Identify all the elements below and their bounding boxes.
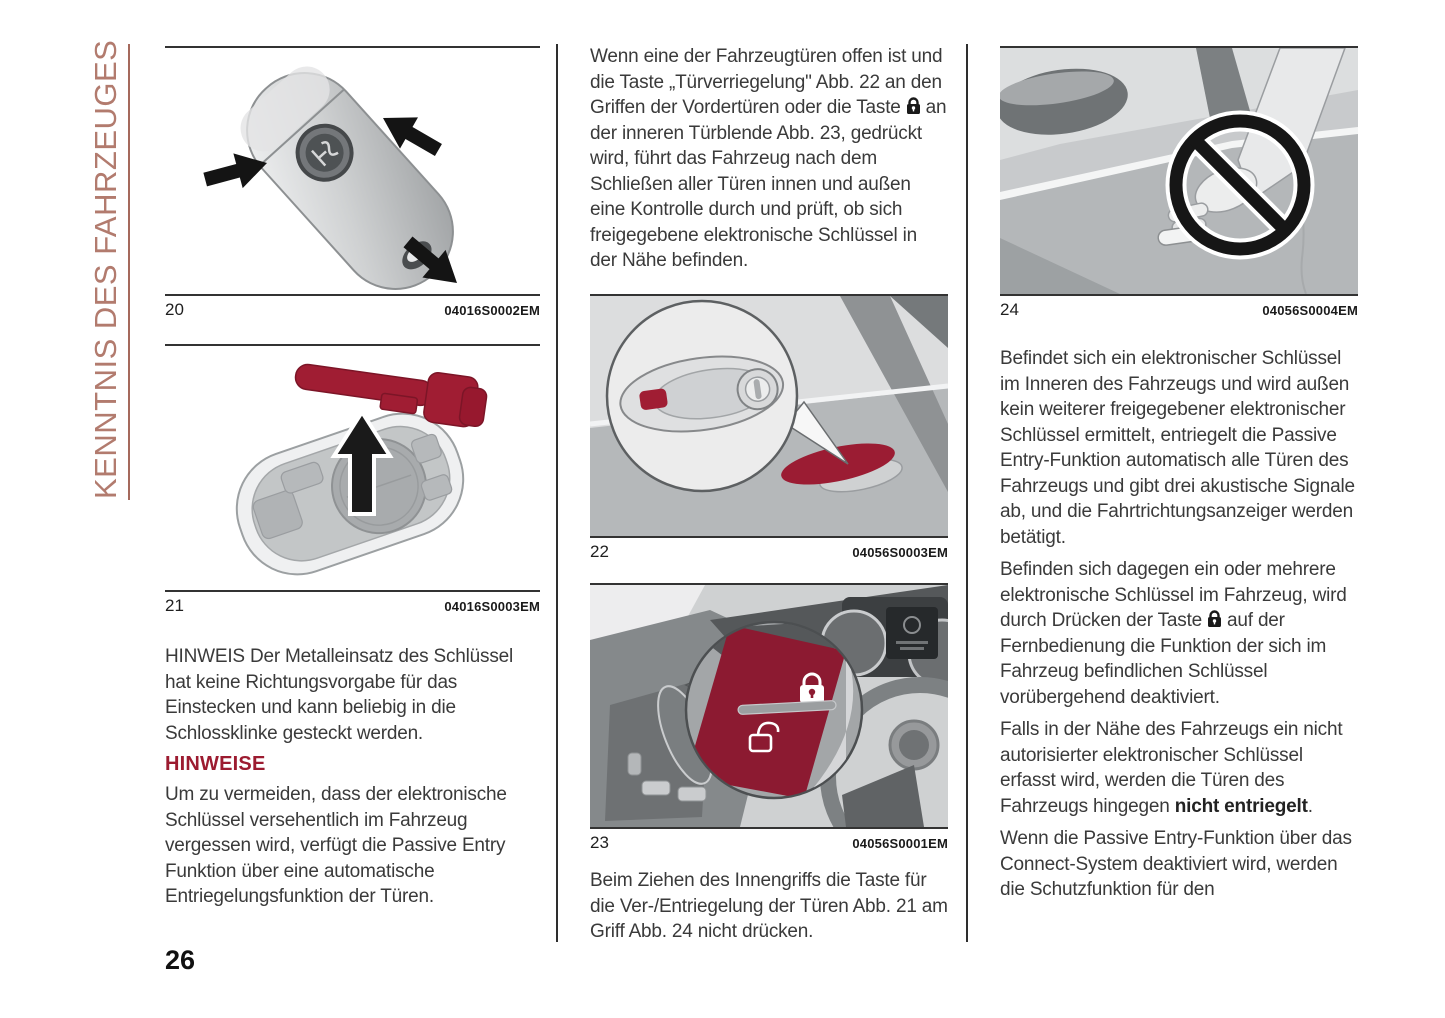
figure-21-caption bbox=[165, 592, 540, 616]
figure-number: 20 bbox=[165, 300, 184, 319]
column-2-outro bbox=[590, 868, 948, 952]
figure-code: 04056S0003EM bbox=[852, 545, 948, 560]
figure-code: 04056S0001EM bbox=[852, 836, 948, 851]
interior-lock-buttons-illustration bbox=[590, 585, 948, 827]
figure-number: 23 bbox=[590, 833, 609, 852]
column-2-intro bbox=[590, 44, 948, 281]
figure-20 bbox=[165, 46, 540, 320]
handle-lock-button bbox=[639, 388, 668, 411]
figure-21-frame bbox=[165, 344, 540, 592]
figure-24 bbox=[1000, 46, 1358, 320]
figure-22 bbox=[590, 294, 948, 562]
figure-22-frame bbox=[590, 294, 948, 538]
chapter-title-vertical: KENNTNIS DES FAHRZEUGES bbox=[88, 39, 123, 499]
figure-20-caption bbox=[165, 296, 540, 320]
paragraph-text: Befinden sich dagegen ein oder mehrere elektronische Schlüssel im Fahrzeug, wird durch Drücken der Taste bbox=[1000, 559, 1347, 631]
figure-number: 24 bbox=[1000, 300, 1019, 319]
paragraph-text: Um zu vermeiden, dass der elektronische Schlüssel versehentlich im Fahrzeug vergessen wird, verfügt die Passive Entry Funktion über eine automatische Entriegelungsfunktion der Türen. bbox=[165, 784, 507, 907]
window-switch bbox=[642, 781, 670, 795]
figure-code: 04016S0002EM bbox=[444, 303, 540, 318]
figure-24-frame bbox=[1000, 46, 1358, 296]
lock-icon bbox=[906, 97, 921, 115]
paragraph-text: Befindet sich ein elektronischer Schlüssel im Inneren des Fahrzeugs und wird außen kein weiterer freigegebener elektronischer Schlüssel ermittelt, entriegelt die Passive Entry-Funktion automatisch alle Türen des Fahrzeugs und gibt drei akustische Signale ab, und die Fahrtrichtungsanzeiger werden betätigt. bbox=[1000, 348, 1355, 548]
paragraph bbox=[1000, 557, 1358, 710]
column-3 bbox=[1000, 0, 1358, 1018]
paragraph bbox=[1000, 717, 1358, 819]
column-1-text bbox=[165, 644, 540, 917]
note-text: HINWEIS Der Metalleinsatz des Schlüssel hat keine Richtungsvorgabe für das Einstecken und kann beliebig in die Schlossklinke gesteckt werden. bbox=[165, 646, 514, 744]
lock-icon bbox=[1207, 610, 1222, 628]
column-divider bbox=[966, 44, 968, 942]
column-divider bbox=[556, 44, 558, 942]
no-touch-handle-illustration bbox=[1000, 48, 1358, 294]
figure-21 bbox=[165, 344, 540, 616]
emphasis-text: nicht entriegelt bbox=[1174, 795, 1308, 817]
figure-22-caption bbox=[590, 538, 948, 562]
figure-20-frame bbox=[165, 46, 540, 296]
paragraph-text: Wenn eine der Fahrzeugtüren offen ist und die Taste „Türverriegelung" Abb. 22 an den Griffen der Vordertüren oder die Taste bbox=[590, 46, 943, 118]
window-switch bbox=[678, 787, 706, 801]
paragraph-text: Falls in der Nähe des Fahrzeugs ein nicht autorisierter elektronischer Schlüssel erfasst wird, werden die Türen des Fahrzeugs hingegen bbox=[1000, 719, 1343, 817]
key-fob-body bbox=[224, 50, 476, 294]
figure-24-caption bbox=[1000, 296, 1358, 320]
figure-number: 21 bbox=[165, 596, 184, 615]
mirror-knob bbox=[628, 753, 641, 775]
paragraph-text: Beim Ziehen des Innengriffs die Taste für die Ver-/Entriegelung der Türen Abb. 21 am Griff Abb. 24 nicht drücken. bbox=[590, 870, 948, 942]
figure-code: 04056S0004EM bbox=[1262, 303, 1358, 318]
paragraph-text: Wenn die Passive Entry-Funktion über das Connect-System deaktiviert wird, werden die Schutzfunktion für den bbox=[1000, 828, 1352, 900]
paragraph bbox=[590, 868, 948, 945]
note-paragraph bbox=[165, 644, 540, 746]
column-2 bbox=[590, 0, 948, 1018]
figure-23-caption bbox=[590, 829, 948, 853]
figure-number: 22 bbox=[590, 542, 609, 561]
figure-23-frame bbox=[590, 583, 948, 829]
key-fob-battery-illustration bbox=[165, 346, 540, 590]
page-number: 26 bbox=[165, 945, 196, 975]
paragraph bbox=[590, 44, 948, 274]
column-1 bbox=[165, 0, 540, 1018]
column-3-text bbox=[1000, 346, 1358, 910]
door-handle-illustration bbox=[590, 296, 948, 536]
paragraph-text: an der inneren Türblende Abb. 23, gedrückt wird, führt das Fahrzeug nach dem Schließen aller Türen innen und außen eine Kontrolle durch und prüft, ob sich freigegebene elektronische Schlüssel in der Nähe befinden. bbox=[590, 97, 947, 271]
figure-code: 04016S0003EM bbox=[444, 599, 540, 614]
key-fob-illustration bbox=[165, 48, 540, 294]
paragraph-text: auf der Fernbedienung die Funktion der sich im Fahrzeug befindlichen Schlüssel vorübergehend deaktiviert. bbox=[1000, 610, 1327, 708]
notes-heading: HINWEISE bbox=[165, 753, 266, 775]
figure-23 bbox=[590, 583, 948, 853]
sidebar-rule bbox=[128, 44, 130, 500]
paragraph bbox=[1000, 826, 1358, 903]
paragraph bbox=[1000, 346, 1358, 550]
paragraph-text: . bbox=[1307, 795, 1313, 817]
paragraph bbox=[165, 782, 540, 910]
